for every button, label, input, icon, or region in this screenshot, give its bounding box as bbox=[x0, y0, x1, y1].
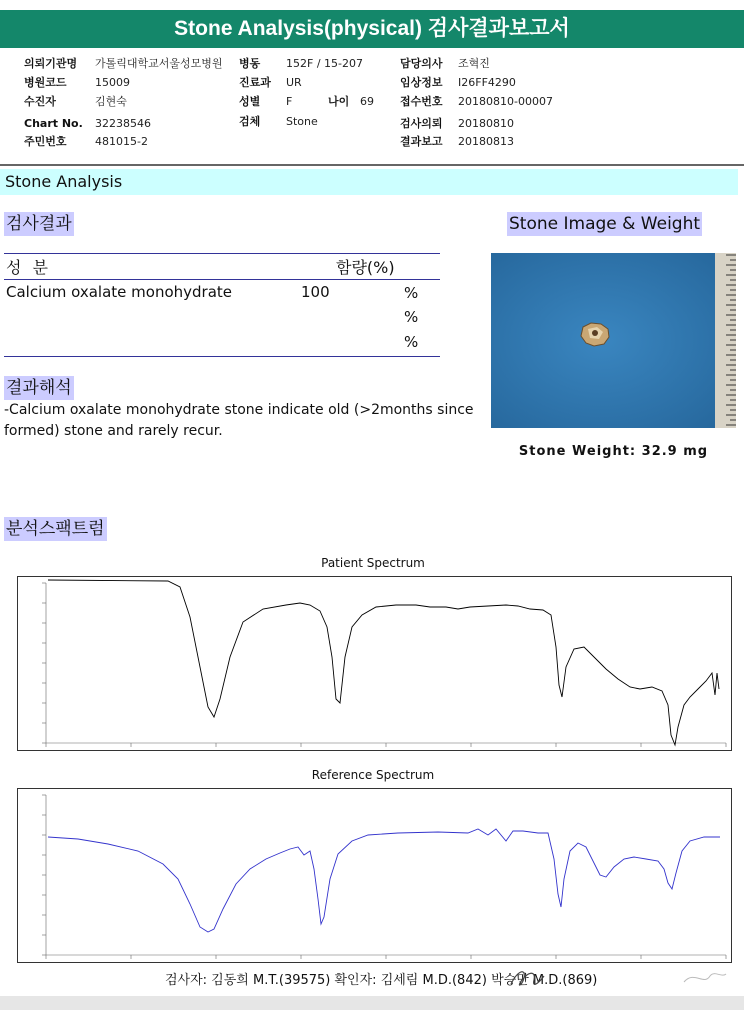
stone-specimen bbox=[581, 323, 609, 346]
request-value: 20180810 bbox=[458, 117, 514, 130]
patient-spectrum-chart bbox=[17, 576, 732, 751]
header-info bbox=[0, 54, 744, 158]
col-component-header: 성 분 bbox=[6, 258, 51, 277]
institution-label: 의뢰기관명 bbox=[24, 57, 78, 70]
reference-spectrum-chart bbox=[17, 788, 732, 963]
patient-spectrum-title: Patient Spectrum bbox=[321, 556, 425, 570]
row3-unit: % bbox=[404, 333, 419, 351]
receipt-label: 접수번호 bbox=[400, 95, 443, 108]
interpretation-text: -Calcium oxalate monohydrate stone indicate old (>2months since formed) stone and rarely recur. bbox=[4, 402, 474, 439]
result-section-heading: 검사결과 bbox=[6, 214, 72, 234]
image-section-heading: Stone Image & Weight bbox=[509, 214, 701, 234]
specimen-value: Stone bbox=[286, 115, 318, 128]
stone-weight: Stone Weight: 32.9 mg bbox=[518, 444, 709, 459]
header-divider bbox=[0, 164, 744, 166]
row1-unit: % bbox=[404, 284, 419, 302]
hospital-code-value: 15009 bbox=[95, 76, 130, 89]
row2-unit: % bbox=[404, 308, 419, 326]
ward-value: 152F / 15-207 bbox=[286, 57, 363, 70]
clinical-label: 임상정보 bbox=[400, 76, 443, 89]
receipt-value: 20180810-00007 bbox=[458, 95, 553, 108]
report-date-value: 20180813 bbox=[458, 135, 514, 148]
dept-value: UR bbox=[286, 76, 302, 89]
request-label: 검사의뢰 bbox=[400, 117, 443, 130]
chart-label: Chart No. bbox=[24, 117, 83, 130]
row1-component: Calcium oxalate monohydrate bbox=[6, 283, 233, 301]
doctor-value: 조혁진 bbox=[458, 57, 490, 70]
signature-footer bbox=[0, 966, 744, 990]
chart-value: 32238546 bbox=[95, 117, 151, 130]
id-value: 481015-2 bbox=[95, 135, 148, 148]
sex-value: F bbox=[286, 95, 293, 108]
spectrum-section-heading: 분석스팩트럼 bbox=[6, 519, 105, 539]
institution-value: 가톨릭대학교서울성모병원 bbox=[95, 57, 223, 70]
table-top-rule bbox=[4, 253, 440, 254]
table-bottom-rule bbox=[4, 356, 440, 357]
row1-value: 100 bbox=[301, 283, 330, 301]
specimen-label: 검체 bbox=[239, 115, 261, 128]
signature-text: 검사자: 김동희 M.T.(39575) 확인자: 김세림 M.D.(842) 박승만 M.D.(869) bbox=[165, 973, 598, 988]
sex-label: 성별 bbox=[239, 95, 261, 108]
stone-analysis-band: Stone Analysis bbox=[0, 169, 738, 195]
ward-label: 병동 bbox=[239, 57, 261, 70]
dept-label: 진료과 bbox=[239, 76, 271, 89]
examinee-value: 김현숙 bbox=[95, 95, 127, 108]
report-date-label: 결과보고 bbox=[400, 135, 443, 148]
clinical-value: I26FF4290 bbox=[458, 76, 516, 89]
interpretation-heading: 결과해석 bbox=[6, 378, 72, 398]
hospital-code-label: 병원코드 bbox=[24, 76, 67, 89]
table-header-rule bbox=[4, 279, 440, 280]
signature-mark-1 bbox=[508, 966, 548, 990]
reference-spectrum-title: Reference Spectrum bbox=[311, 768, 435, 782]
page-bottom-band bbox=[0, 996, 744, 1010]
stone-photo bbox=[491, 253, 736, 428]
age-value: 69 bbox=[360, 95, 374, 108]
id-label: 주민번호 bbox=[24, 135, 67, 148]
signature-mark-2 bbox=[680, 968, 730, 990]
examinee-label: 수진자 bbox=[24, 95, 56, 108]
age-label: 나이 bbox=[328, 95, 350, 108]
report-title: Stone Analysis(physical) 검사결과보고서 bbox=[0, 10, 744, 48]
col-content-header: 함량(%) bbox=[336, 258, 395, 277]
doctor-label: 담당의사 bbox=[400, 57, 443, 70]
